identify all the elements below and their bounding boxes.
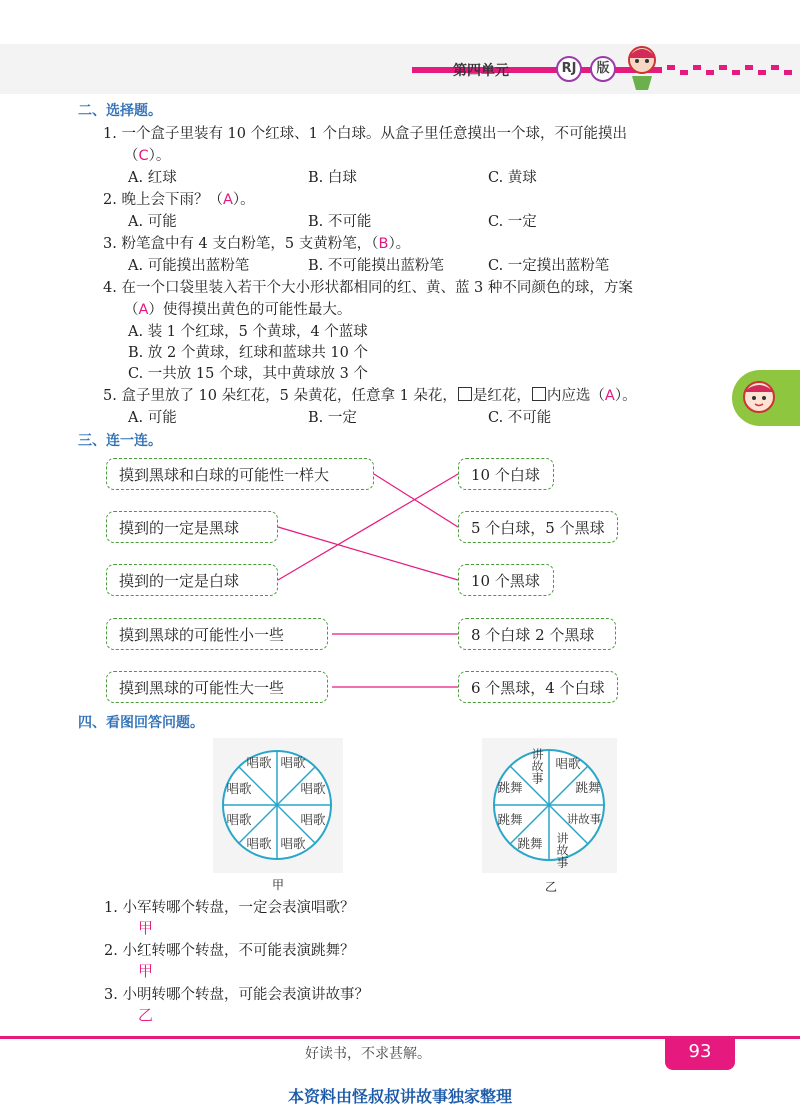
jia-sector-8: 唱歌 bbox=[226, 781, 252, 796]
q3-option-b: B. 不可能摸出蓝粉笔 bbox=[308, 258, 444, 274]
q1-line1: 1. 一个盒子里装有 10 个红球、1 个白球。从盒子里任意摸出一个球，不可能摸出 bbox=[103, 126, 627, 142]
right-box-2: 5 个白球，5 个黑球 bbox=[458, 511, 618, 543]
jia-sector-6: 唱歌 bbox=[246, 836, 272, 851]
yi-sector-7: 跳舞 bbox=[497, 780, 523, 795]
q4-line2: （A）使得摸出黄色的可能性最大。 bbox=[124, 302, 352, 318]
left-box-5: 摸到黑球的可能性大一些 bbox=[106, 671, 328, 703]
section4-title: 四、看图回答问题。 bbox=[78, 715, 204, 731]
q3-option-c: C. 一定摸出蓝粉笔 bbox=[488, 258, 610, 274]
yi-sector-4: 讲故事 bbox=[555, 832, 569, 868]
q1-answer-line: （C）。 bbox=[124, 148, 171, 164]
left-box-4: 摸到黑球的可能性小一些 bbox=[106, 618, 328, 650]
q3-answer: B bbox=[378, 236, 389, 252]
q5-answer: A bbox=[604, 388, 615, 404]
yi-sector-8: 讲故事 bbox=[530, 748, 544, 784]
q1-answer: C bbox=[138, 148, 149, 164]
section2-title: 二、选择题。 bbox=[78, 103, 162, 119]
match-line-3 bbox=[278, 474, 458, 580]
jia-sector-5: 唱歌 bbox=[280, 836, 306, 851]
q3-option-a: A. 可能摸出蓝粉笔 bbox=[128, 258, 250, 274]
s4-question-2: 2. 小红转哪个转盘，不可能表演跳舞？ bbox=[104, 943, 355, 959]
left-box-3: 摸到的一定是白球 bbox=[106, 564, 278, 596]
q1-option-a: A. 红球 bbox=[128, 170, 177, 186]
page-number: 93 bbox=[665, 1036, 735, 1070]
left-box-2: 摸到的一定是黑球 bbox=[106, 511, 278, 543]
right-box-4: 8 个白球 2 个黑球 bbox=[458, 618, 616, 650]
jia-sector-7: 唱歌 bbox=[226, 812, 252, 827]
q4-option-b: B. 放 2 个黄球，红球和蓝球共 10 个 bbox=[128, 345, 368, 361]
s4-answer-2: 甲 bbox=[138, 962, 154, 980]
yi-sector-2: 跳舞 bbox=[575, 780, 601, 795]
q2-option-a: A. 可能 bbox=[128, 214, 177, 230]
q5-option-a: A. 可能 bbox=[128, 410, 177, 426]
yi-sector-6: 跳舞 bbox=[497, 812, 523, 827]
q5-option-c: C. 不可能 bbox=[488, 410, 552, 426]
right-box-1: 10 个白球 bbox=[458, 458, 554, 490]
jia-sector-4: 唱歌 bbox=[300, 812, 326, 827]
q4-answer: A bbox=[138, 302, 149, 318]
yi-sector-5: 跳舞 bbox=[517, 836, 543, 851]
section3-title: 三、连一连。 bbox=[78, 433, 162, 449]
q2-option-c: C. 一定 bbox=[488, 214, 537, 230]
left-box-1: 摸到黑球和白球的可能性一样大 bbox=[106, 458, 374, 490]
q2-answer: A bbox=[222, 192, 233, 208]
footer-motto: 好读书，不求甚解。 bbox=[305, 1046, 431, 1062]
rj-badge: RJ bbox=[556, 56, 582, 82]
wheel-jia bbox=[213, 738, 343, 873]
credit-line: 本资料由怪叔叔讲故事独家整理 bbox=[287, 1087, 512, 1106]
s4-answer-3: 乙 bbox=[138, 1006, 154, 1024]
s4-question-1: 1. 小军转哪个转盘，一定会表演唱歌？ bbox=[104, 900, 355, 916]
q4-option-c: C. 一共放 15 个球，其中黄球放 3 个 bbox=[128, 366, 368, 382]
right-box-5: 6 个黑球，4 个白球 bbox=[458, 671, 618, 703]
ban-badge: 版 bbox=[590, 56, 616, 82]
unit-title: 第四单元 bbox=[453, 63, 509, 79]
s4-answer-1: 甲 bbox=[138, 919, 154, 937]
q3-text: 3. 粉笔盒中有 4 支白粉笔，5 支黄粉笔，（B）。 bbox=[103, 236, 411, 252]
q2-text: 2. 晚上会下雨？（A）。 bbox=[103, 192, 255, 208]
right-box-3: 10 个黑球 bbox=[458, 564, 554, 596]
q1-option-b: B. 白球 bbox=[308, 170, 357, 186]
q1-option-c: C. 黄球 bbox=[488, 170, 537, 186]
jia-sector-3: 唱歌 bbox=[300, 781, 326, 796]
yi-sector-3: 讲故事 bbox=[566, 812, 602, 826]
q4-option-a: A. 装 1 个红球，5 个黄球，4 个蓝球 bbox=[128, 324, 368, 340]
s4-question-3: 3. 小明转哪个转盘，可能会表演讲故事？ bbox=[104, 987, 369, 1003]
yi-sector-1: 唱歌 bbox=[555, 756, 581, 771]
wheel-yi-label: 乙 bbox=[545, 880, 558, 894]
q5-option-b: B. 一定 bbox=[308, 410, 357, 426]
match-line-2 bbox=[278, 527, 458, 580]
jia-sector-1: 唱歌 bbox=[246, 755, 272, 770]
jia-sector-2: 唱歌 bbox=[280, 755, 306, 770]
wheel-yi bbox=[482, 738, 617, 873]
q2-option-b: B. 不可能 bbox=[308, 214, 372, 230]
wheel-jia-label: 甲 bbox=[272, 878, 285, 892]
q5-text: 5. 盒子里放了 10 朵红花，5 朵黄花，任意拿 1 朵花， 是红花， 内应选（A）。 bbox=[103, 388, 637, 404]
q4-line1: 4. 在一个口袋里装入若干个大小形状都相同的红、黄、蓝 3 种不同颜色的球，方案 bbox=[103, 280, 633, 296]
